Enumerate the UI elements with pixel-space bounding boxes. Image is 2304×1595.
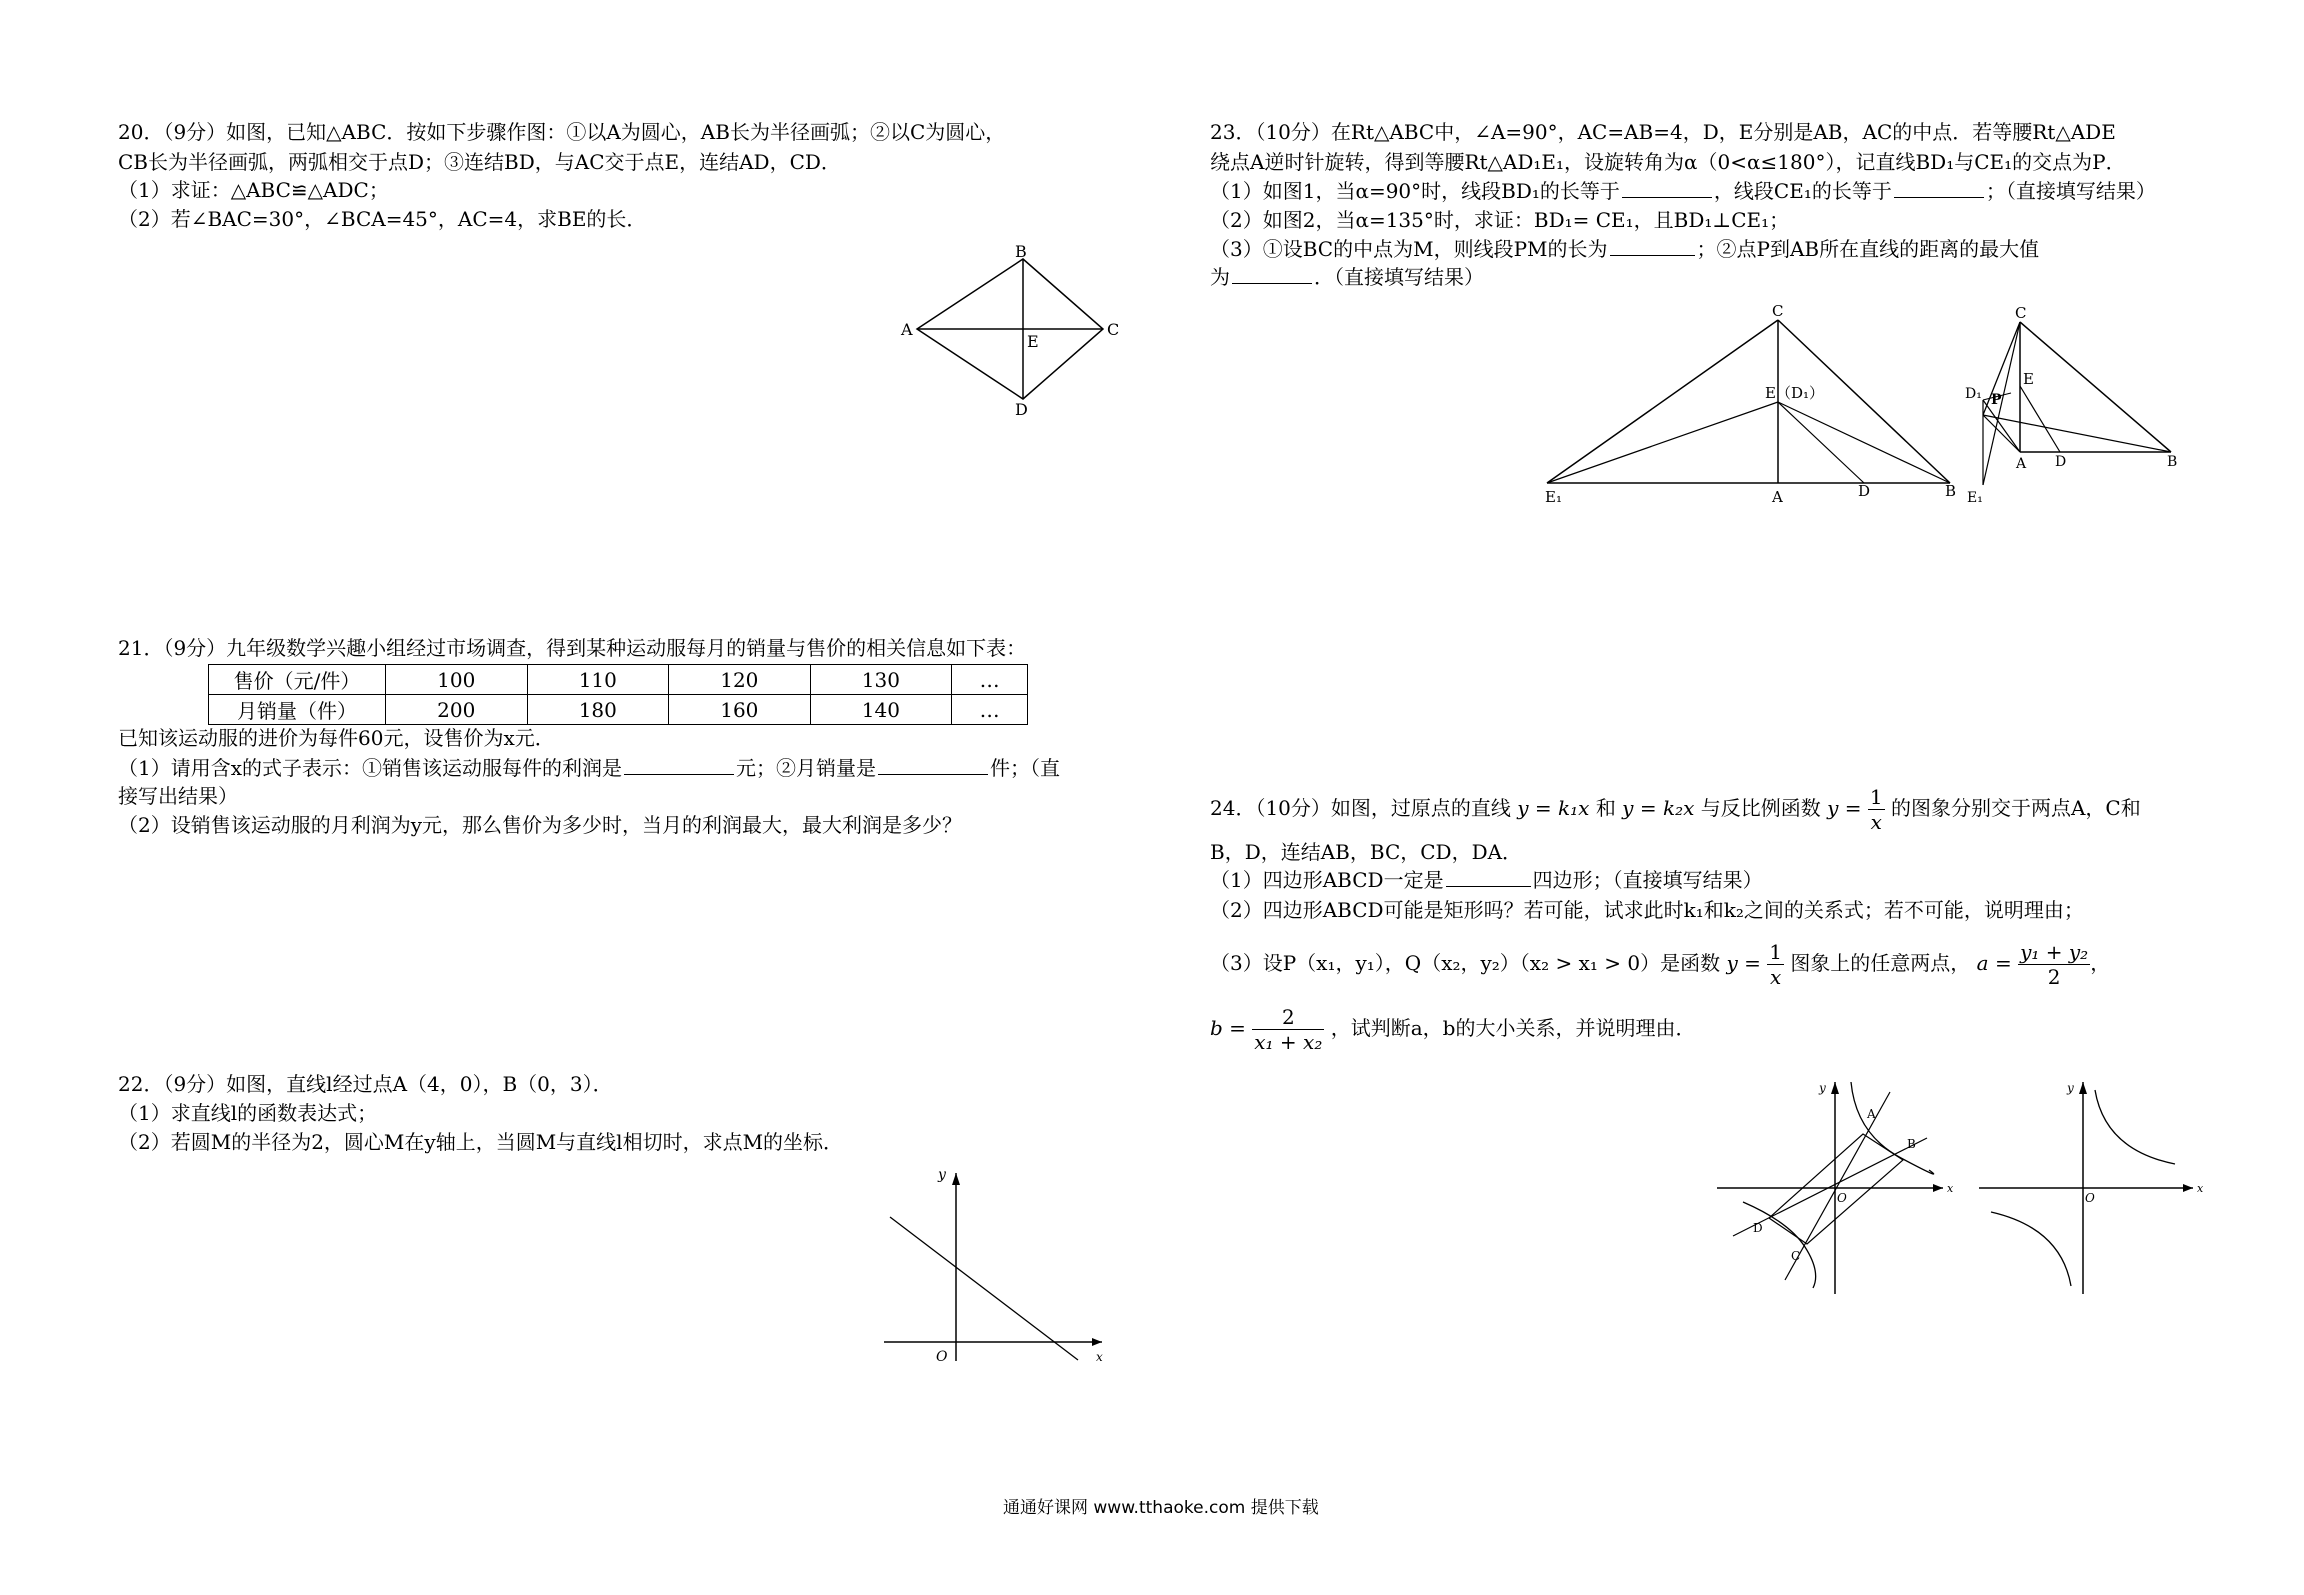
q24-fraction-b: [1252, 1005, 1324, 1054]
table-cell: 180: [527, 695, 669, 725]
q22-label-o: O: [936, 1349, 948, 1365]
q20-label-c: C: [1107, 320, 1120, 339]
q23-fig1-label-c: C: [1772, 302, 1784, 320]
q22-line-1: 22．（9分）如图，直线l经过点A（4，0），B（0，3）．: [118, 1072, 613, 1096]
table-cell: …: [952, 695, 1028, 725]
answer-blank[interactable]: [1622, 177, 1712, 198]
q24-fig1-label-a: A: [1867, 1107, 1876, 1121]
frac-denominator: x₁ + x₂: [1254, 1030, 1323, 1054]
q23-fig1-label-a: A: [1772, 488, 1783, 506]
q23-figure-2: [1965, 300, 2190, 510]
q21-line-1: 21．（9分）九年级数学兴趣小组经过市场调查，得到某种运动服每月的销量与售价的相关信息如下表：: [118, 636, 1027, 660]
q24-fraction-1-over-x: [1868, 785, 1885, 834]
table-cell: 200: [386, 695, 528, 725]
q24-fraction-1-over-x: [1767, 940, 1784, 989]
table-cell: …: [952, 665, 1028, 695]
q23-line-1: 23．（10分）在Rt△ABC中，∠A=90°，AC=AB=4，D，E分别是AB，AC的中点．若等腰Rt△ADE: [1210, 120, 2116, 144]
q21-part-1: [118, 754, 1060, 782]
q24-line-2: B，D，连结AB，BC，CD，DA．: [1210, 840, 1523, 864]
q24-part-3-line-2: [1210, 998, 1695, 1058]
q24-fig1-label-o: O: [1837, 1191, 1847, 1205]
q20-label-d: D: [1015, 400, 1028, 419]
q24-line-1-eq-3: y =: [1827, 796, 1862, 820]
q23-line-6: [1210, 263, 1484, 291]
q24-part-3: （3）设P（x₁，y₁），Q（x₂，y₂）（x₂ > x₁ > 0）是函数 y = $\frac{1}{x}$ 图象上的任意两点， a = $\frac{\text{y₁ + y₂}}{2}$ ，: [1210, 940, 2111, 989]
q24-part-1-text-a: （1）四边形ABCD一定是: [1210, 868, 1444, 892]
q24-fig1-label-y: y: [1819, 1081, 1826, 1095]
q24-part-1-text-b: 四边形；（直接填写结果）: [1532, 868, 1763, 892]
answer-blank[interactable]: [1232, 263, 1312, 284]
table-row: [209, 665, 1028, 695]
q22-label-x: x: [1096, 1350, 1103, 1364]
q23-part-1-text-c: ；（直接填写结果）: [1985, 179, 2156, 203]
q23-fig2-label-d: D: [2055, 454, 2067, 470]
q23-part-3-text-b: ；②点P到AB所在直线的距离的最大值: [1696, 237, 2040, 261]
q22-figure: [880, 1165, 1110, 1365]
q23-fig2-label-p: P: [1991, 392, 2002, 408]
table-cell: 100: [386, 665, 528, 695]
q24-figure-1: [1715, 1072, 1960, 1297]
q24-fig1-label-b: B: [1907, 1137, 1916, 1151]
q24-fig2-label-y: y: [2067, 1081, 2074, 1095]
q24-line-1: [1210, 778, 2141, 838]
q22-label-y: y: [938, 1167, 946, 1183]
q21-part-2: （2）设销售该运动服的月利润为y元，那么售价为多少时，当月的利润最大，最大利润是多少？: [118, 813, 963, 837]
q24-fraction-a: [2018, 940, 2090, 989]
q23-fig2-label-e: E: [2023, 370, 2034, 388]
q24-line-1-eq-1: y = k₁x: [1517, 796, 1590, 820]
q20-label-e: E: [1027, 332, 1039, 351]
q23-part-2: （2）如图2，当α=135°时，求证：BD₁= CE₁，且BD₁⊥CE₁；: [1210, 208, 1790, 232]
q23-line-6-text-a: 为: [1210, 265, 1230, 289]
q21-part-1-text-a: （1）请用含x的式子表示：①销售该运动服每件的利润是: [118, 756, 623, 780]
frac-numerator: 1: [1869, 785, 1883, 809]
q24-fig1-label-d: D: [1753, 1221, 1763, 1235]
q23-line-6-text-b: ．（直接填写结果）: [1314, 265, 1484, 289]
q23-part-3: [1210, 235, 2039, 263]
q24-part-2: （2）四边形ABCD可能是矩形吗？若可能，试求此时k₁和k₂之间的关系式；若不可能，说明理由；: [1210, 898, 2084, 922]
q24-part-1: [1210, 866, 1763, 894]
q24-eq-b: b =: [1210, 1016, 1246, 1040]
table-cell: 110: [527, 665, 669, 695]
q20-part-2: （2）若∠BAC=30°，∠BCA=45°，AC=4，求BE的长．: [118, 207, 647, 231]
q22-part-2: （2）若圆M的半径为2，圆心M在y轴上，当圆M与直线l相切时，求点M的坐标．: [118, 1130, 844, 1154]
table-cell: 120: [669, 665, 811, 695]
q20-label-b: B: [1015, 242, 1027, 261]
q24-figure-2: [1975, 1072, 2204, 1297]
q24-fig2-label-x: x: [2197, 1182, 2204, 1195]
q20-figure: [895, 242, 1120, 425]
q24-line-1-text-e: 与反比例函数: [1700, 796, 1821, 820]
frac-numerator: 1: [1769, 940, 1782, 964]
answer-blank[interactable]: [1446, 866, 1531, 887]
frac-numerator: 2: [1252, 1005, 1324, 1030]
q23-fig1-label-b: B: [1945, 482, 1957, 500]
q21-line-4: 接写出结果）: [118, 784, 238, 808]
frac-denominator: 2: [2047, 965, 2061, 989]
q23-figure-1: [1545, 300, 1965, 510]
answer-blank[interactable]: [1894, 177, 1984, 198]
q24-part-3-eq-a: a =: [1976, 951, 2012, 975]
table-cell: 售价（元/件）: [209, 665, 386, 695]
q24-line-1-text-a: 24．（10分）如图，过原点的直线: [1210, 796, 1511, 820]
q23-line-2: 绕点A逆时针旋转，得到等腰Rt△AD₁E₁，设旋转角为α（0<α≤180°），记直线BD₁与CE₁的交点为P．: [1210, 150, 2126, 174]
table-cell: 140: [810, 695, 952, 725]
q23-fig2-label-e1: E₁: [1967, 490, 1983, 506]
frac-numerator: y₁ + y₂: [2020, 940, 2089, 964]
q24-part-3-text-a: （3）设P（x₁，y₁），Q（x₂，y₂）（x₂ > x₁ > 0）是函数: [1210, 951, 1721, 975]
q24-line-1-text-c: 和: [1595, 796, 1616, 820]
q24-fig1-label-c: C: [1791, 1249, 1801, 1263]
q20-label-a: A: [901, 320, 913, 339]
q24-part-3-text-b: ，试判断a，b的大小关系，并说明理由．: [1330, 1016, 1696, 1040]
q20-line-1: 20．（9分）如图，已知△ABC．按如下步骤作图：①以A为圆心，AB长为半径画弧；②以C为圆心，: [118, 120, 1006, 144]
table-cell: 160: [669, 695, 811, 725]
q23-fig1-label-e1: E₁: [1545, 488, 1562, 506]
table-cell: 月销量（件）: [209, 695, 386, 725]
q24-line-1-text-g: 的图象分别交于两点A，C和: [1890, 796, 2141, 820]
q21-line-2: 已知该运动服的进价为每件60元，设售价为x元．: [118, 726, 555, 750]
q23-part-1-text-a: （1）如图1，当α=90°时，线段BD₁的长等于: [1210, 179, 1620, 203]
page-footer: 通通好课网 www.tthaoke.com 提供下载: [1003, 1498, 1319, 1518]
q20-part-1: （1）求证：△ABC≌△ADC；: [118, 178, 389, 202]
answer-blank[interactable]: [1610, 235, 1695, 256]
q24-line-1-eq-2: y = k₂x: [1622, 796, 1695, 820]
table-row: [209, 695, 1028, 725]
q21-part-1-text-c: 件；（直: [990, 756, 1061, 780]
q24-part-3-eq-y: y =: [1726, 951, 1761, 975]
q24-part-3-text-c: 图象上的任意两点，: [1790, 951, 1971, 975]
q24-fig2-label-o: O: [2085, 1191, 2095, 1205]
q23-fig1-label-d: D: [1858, 482, 1871, 500]
frac-denominator: x: [1870, 810, 1882, 834]
q21-part-1-text-b: 元；②月销量是: [736, 756, 877, 780]
q20-line-2: CB长为半径画弧，两弧相交于点D；③连结BD，与AC交于点E，连结AD，CD．: [118, 150, 841, 174]
q23-fig2-label-b: B: [2167, 454, 2178, 470]
q23-part-1: [1210, 177, 2156, 205]
q24-fig1-label-x: x: [1947, 1182, 1954, 1195]
q23-fig2-label-d1: D₁: [1965, 386, 1982, 402]
q23-fig1-label-e: E（D₁）: [1765, 384, 1824, 402]
q21-price-table: [208, 664, 1028, 725]
q22-part-1: （1）求直线l的函数表达式；: [118, 1101, 378, 1125]
answer-blank[interactable]: [878, 754, 988, 775]
answer-blank[interactable]: [624, 754, 734, 775]
q23-fig2-label-a: A: [2016, 456, 2027, 472]
frac-denominator: x: [1769, 965, 1782, 989]
q23-fig2-label-c: C: [2015, 304, 2027, 322]
q23-part-3-text-a: （3）①设BC的中点为M，则线段PM的长为: [1210, 237, 1608, 261]
table-cell: 130: [810, 665, 952, 695]
q23-part-1-text-b: ，线段CE₁的长等于: [1713, 179, 1892, 203]
